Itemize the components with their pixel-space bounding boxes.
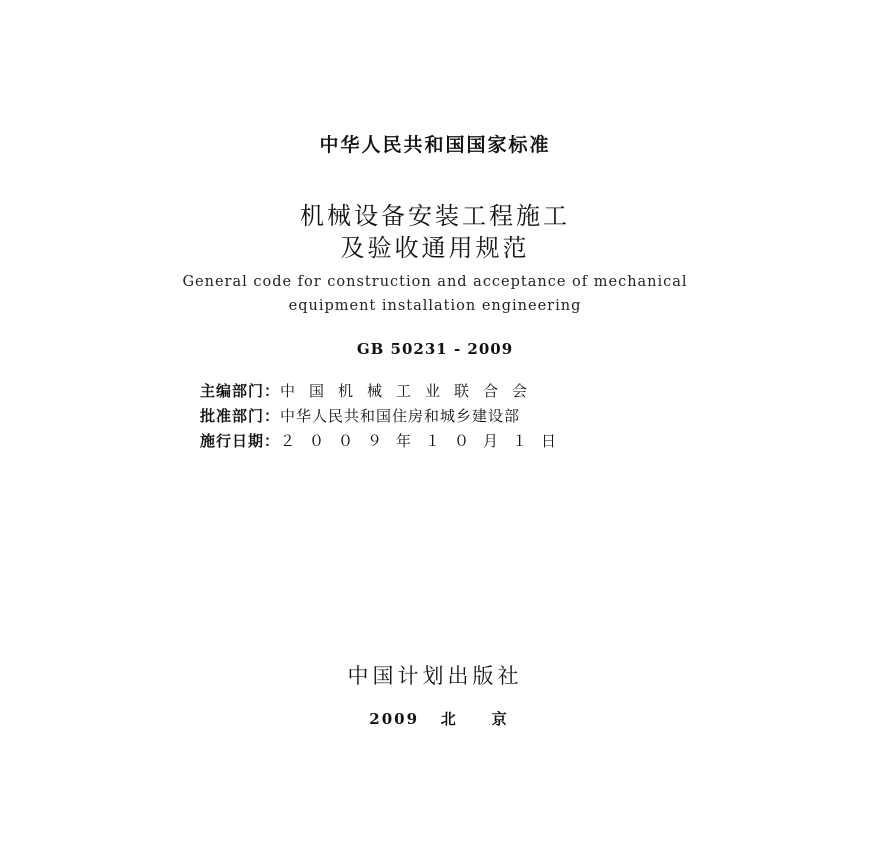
meta-value: ２００９年１０月１日 bbox=[280, 432, 571, 450]
publication-city: 北 京 bbox=[440, 710, 509, 728]
publication-place bbox=[0, 708, 870, 729]
title-line-1: 机械设备安装工程施工 bbox=[300, 202, 570, 230]
meta-editor-department bbox=[200, 380, 670, 401]
english-title-line-1: General code for construction and acceptance of mechanical bbox=[182, 274, 688, 290]
meta-label: 批准部门： bbox=[200, 407, 281, 425]
meta-label: 施行日期： bbox=[200, 432, 281, 450]
english-title-line-2: equipment installation engineering bbox=[288, 298, 582, 314]
publication-year: 2009 bbox=[369, 710, 420, 728]
title-line-2: 及验收通用规范 bbox=[340, 234, 530, 262]
meta-effective-date bbox=[200, 430, 670, 451]
standard-code: GB 50231 - 2009 bbox=[356, 340, 514, 358]
meta-approval-department bbox=[200, 405, 670, 426]
meta-value: 中国机械工业联合会 bbox=[280, 382, 542, 400]
meta-label: 主编部门： bbox=[200, 382, 281, 400]
meta-value: 中华人民共和国住房和城乡建设部 bbox=[280, 407, 521, 425]
standard-series: 中华人民共和国国家标准 bbox=[319, 134, 551, 156]
publisher: 中国计划出版社 bbox=[347, 664, 523, 688]
